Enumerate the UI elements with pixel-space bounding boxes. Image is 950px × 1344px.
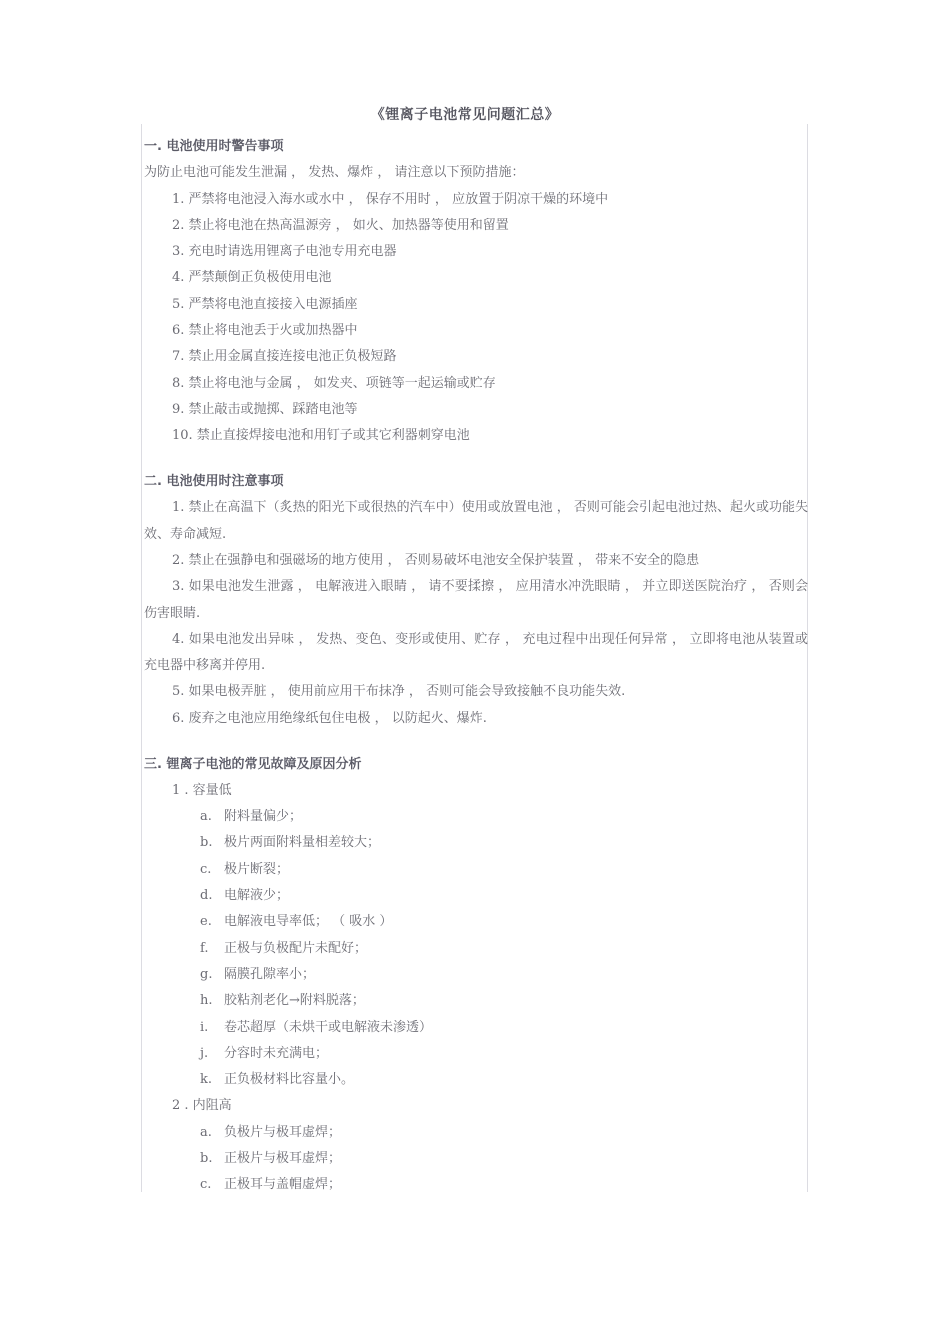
cause-letter: k. (200, 1072, 213, 1088)
cause-letter: g. (200, 966, 213, 982)
cause-item (144, 936, 808, 962)
list-item: 1. 禁止在高温下（炙热的阳光下或很热的汽车中）使用或放置电池 ， 否则可能会引起电池过热、起火或功能失效、寿命减短. (144, 500, 808, 542)
cause-item (144, 1172, 808, 1198)
fault-label: 2 . 内阻高 (172, 1098, 232, 1114)
section-gap (144, 450, 808, 470)
list-item: 4. 如果电池发出异味 ， 发热、变色、变形或使用、贮存 ， 充电过程中出现任何异常 ， 立即将电池从装置或充电器中移离并停用. (144, 631, 808, 674)
cause-text: 极片断裂； (224, 861, 290, 877)
section-intro: 为防止电池可能发生泄漏 ， 发热、爆炸 ， 请注意以下预防措施： (144, 165, 525, 181)
cause-letter: b. (200, 1150, 213, 1166)
cause-item (144, 804, 808, 830)
list-item: 2. 禁止将电池在热高温源旁 ， 如火、加热器等使用和留置 (172, 217, 509, 233)
cause-item (144, 909, 808, 935)
cause-text: 正极与负极配片未配好； (224, 940, 368, 956)
page-title: 《锂离子电池常见问题汇总》 (370, 107, 560, 123)
cause-item (144, 1015, 808, 1041)
document-content (144, 134, 808, 1199)
cause-text: 胶粘剂老化→附料脱落； (224, 993, 365, 1009)
cause-item (144, 883, 808, 909)
list-item: 4. 严禁颠倒正负极使用电池 (172, 270, 332, 286)
list-item: 6. 禁止将电池丢于火或加热器中 (172, 323, 358, 339)
list-item: 2. 禁止在强静电和强磁场的地方使用 ， 否则易破坏电池安全保护装置 ， 带来不安全的隐患 (172, 552, 700, 568)
list-item: 5. 如果电极弄脏 ， 使用前应用干布抹净 ， 否则可能会导致接触不良功能失效. (172, 684, 626, 700)
list-item: 7. 禁止用金属直接连接电池正负极短路 (172, 349, 397, 365)
cause-letter: e. (200, 914, 212, 930)
list-item: 9. 禁止敲击或抛掷、踩踏电池等 (172, 401, 358, 417)
cause-text: 卷芯超厚（未烘干或电解液未渗透） (224, 1019, 433, 1035)
cause-letter: i. (200, 1019, 209, 1035)
cause-item (144, 857, 808, 883)
cause-item (144, 830, 808, 856)
cause-letter: b. (200, 835, 213, 851)
cause-text: 负极片与极耳虚焊； (224, 1124, 342, 1140)
list-item: 1. 严禁将电池浸入海水或水中 ， 保存不用时 ， 应放置于阴凉干燥的环境中 (172, 191, 609, 207)
cause-letter: c. (200, 1177, 212, 1193)
fault-label: 1 . 容量低 (172, 782, 232, 798)
cause-item (144, 988, 808, 1014)
cause-text: 正负极材料比容量小。 (224, 1072, 355, 1088)
cause-letter: j. (200, 1045, 209, 1061)
cause-item (144, 962, 808, 988)
cause-letter: d. (200, 888, 213, 904)
list-item: 8. 禁止将电池与金属 ， 如发夹、项链等一起运输或贮存 (172, 375, 496, 391)
section-gap (144, 732, 808, 752)
cause-text: 电解液少； (224, 888, 290, 904)
cause-letter: h. (200, 993, 213, 1009)
section-heading: 二. 电池使用时注意事项 (144, 474, 284, 490)
cause-text: 隔膜孔隙率小； (224, 966, 316, 982)
cause-text: 附料量偏少； (224, 809, 303, 825)
list-item: 6. 废弃之电池应用绝缘纸包住电极 ， 以防起火、爆炸. (172, 710, 487, 726)
cause-text: 极片两面附料量相差较大； (224, 835, 381, 851)
cause-item (144, 1041, 808, 1067)
list-item: 3. 充电时请选用锂离子电池专用充电器 (172, 244, 397, 260)
cause-letter: f. (200, 940, 209, 956)
section-heading: 三. 锂离子电池的常见故障及原因分析 (144, 756, 362, 772)
list-item: 5. 严禁将电池直接接入电源插座 (172, 296, 358, 312)
cause-text: 分容时未充满电； (224, 1045, 329, 1061)
cause-letter: c. (200, 861, 212, 877)
cause-text: 正极片与极耳虚焊； (224, 1150, 342, 1166)
list-item: 3. 如果电池发生泄露 ， 电解液进入眼睛 ， 请不要揉擦 ， 应用清水冲洗眼睛 ， 并立即送医院治疗 ， 否则会伤害眼睛. (144, 579, 808, 621)
list-item: 10. 禁止直接焊接电池和用钉子或其它利器刺穿电池 (172, 428, 470, 444)
cause-item (144, 1067, 808, 1093)
cause-letter: a. (200, 1124, 212, 1140)
cause-text: 电解液电导率低； （ 吸水 ） (224, 914, 393, 930)
section-heading: 一. 电池使用时警告事项 (144, 139, 284, 154)
cause-letter: a. (200, 809, 212, 825)
cause-item (144, 1146, 808, 1172)
cause-text: 正极耳与盖帽虚焊； (224, 1177, 342, 1193)
cause-item (144, 1120, 808, 1146)
